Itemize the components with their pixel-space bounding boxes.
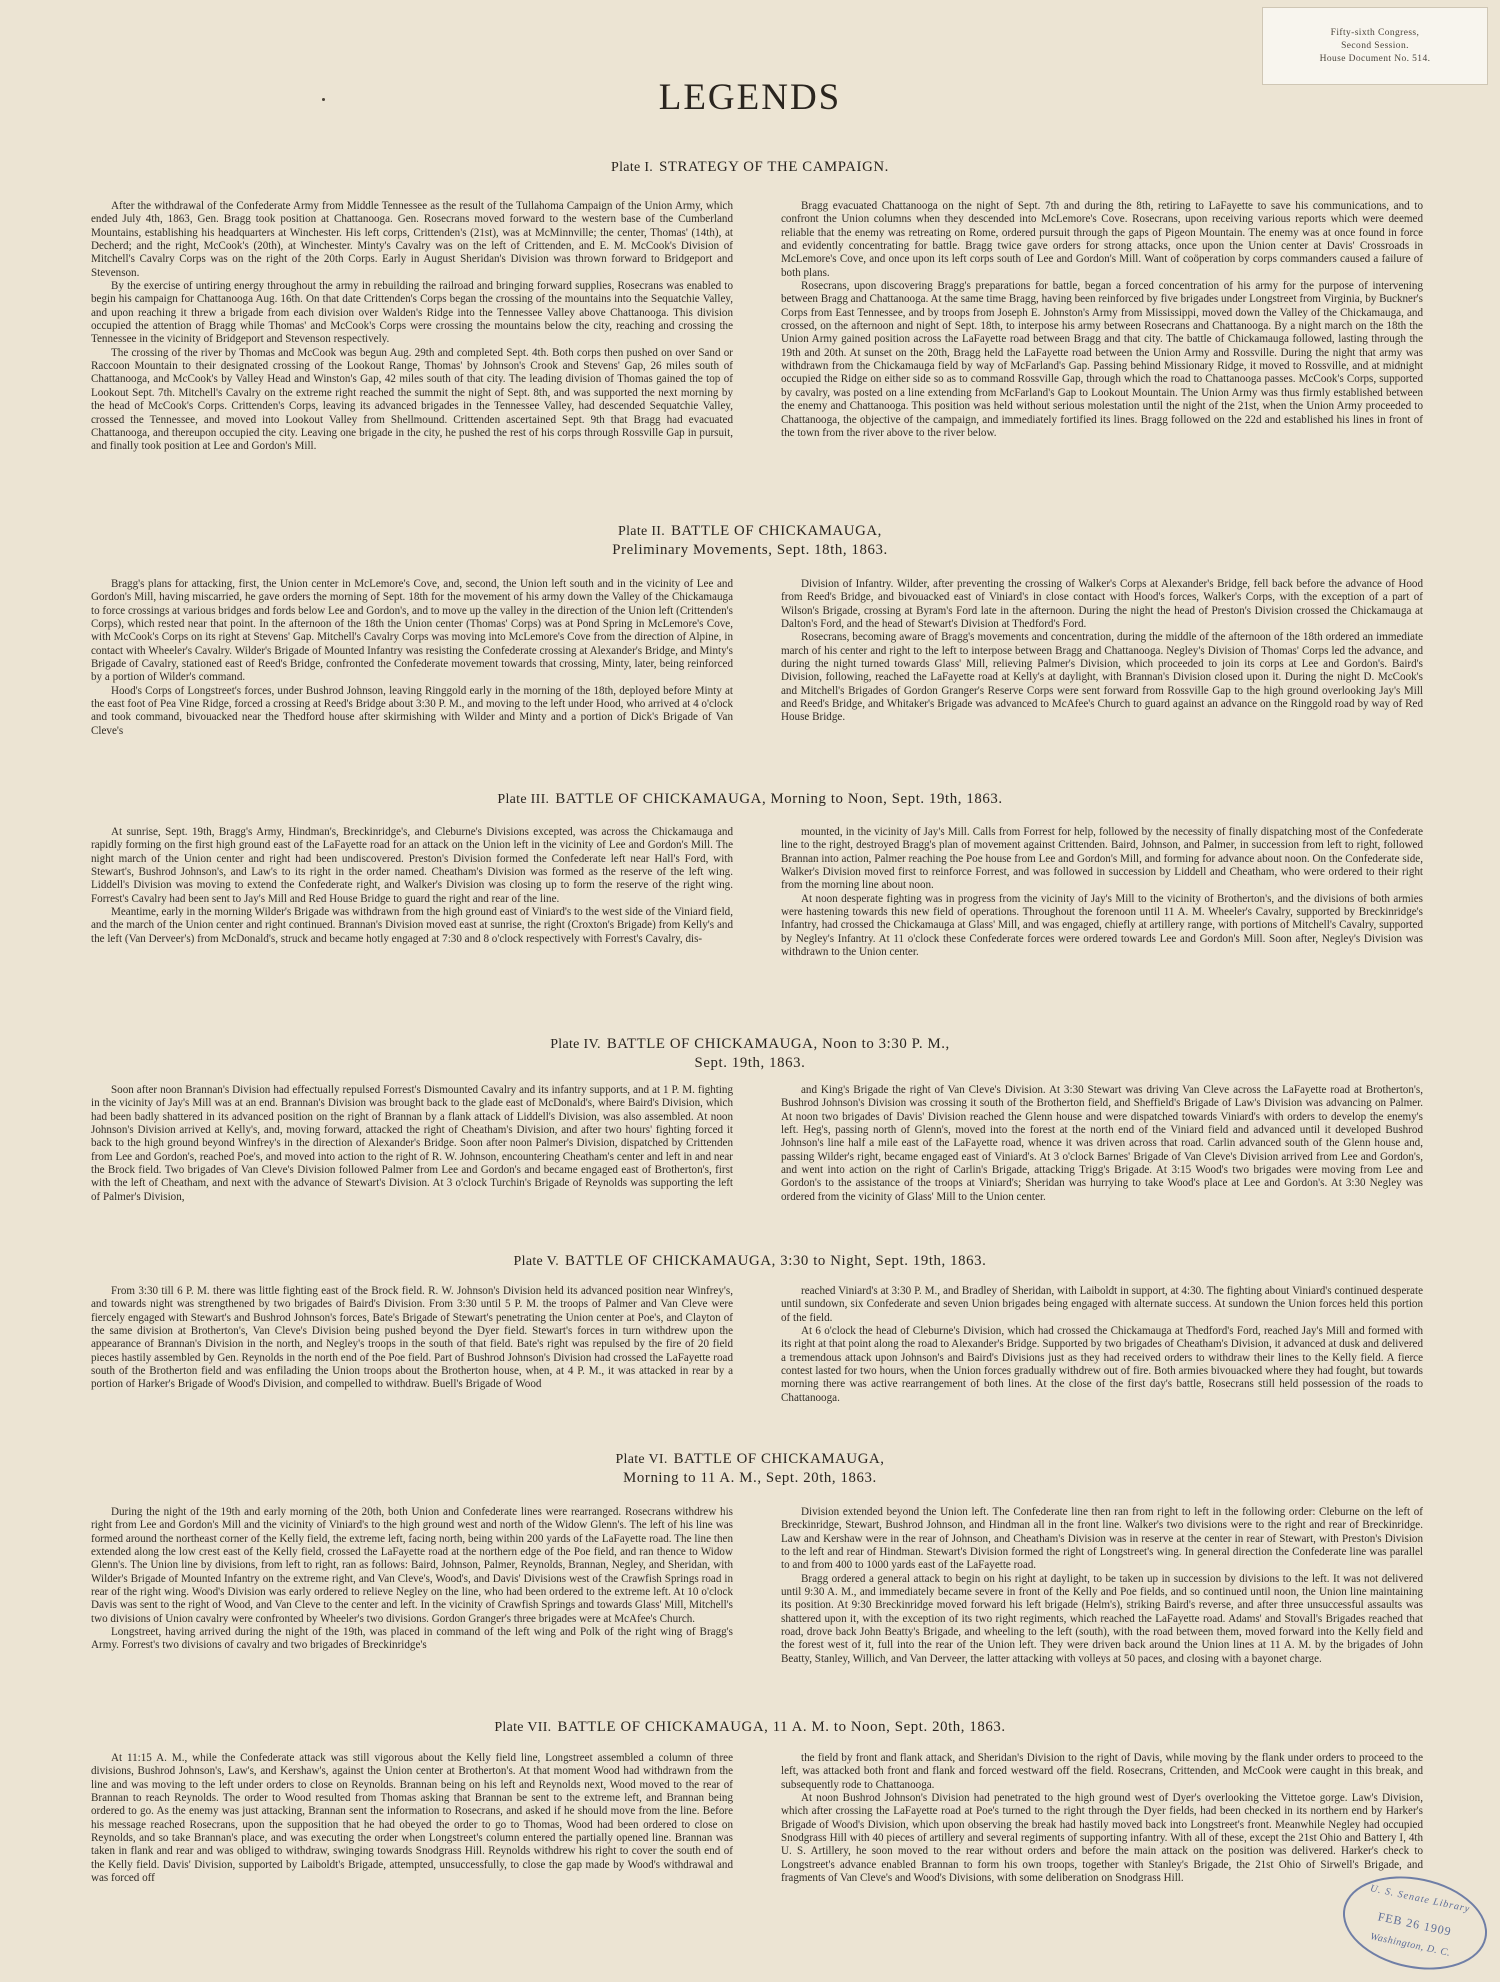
plate-subheading: Sept. 19th, 1863. bbox=[694, 1055, 806, 1071]
plate-title bbox=[0, 1035, 1500, 1054]
right-column bbox=[781, 826, 1423, 959]
paragraph: Bragg's plans for attacking, first, the Union center in McLemore's Cove, and, second, the Union left south and in the vicinity of Lee and Gordon's Mill, having miscarried, he gave orders the morning of Sept. 18th for the movement of his army down the Valley of the Chickamauga to force crossings at various bridges and fords below Lee and Gordon's, and to move up the valley in the direction of the Union left (Crittenden's Corps), which rested near that point. In the afternoon of the 18th the Union center (Thomas' Corps) was at Pond Spring in McLemore's Cove, with McCook's Corps on its right at Stevens' Gap. Mitchell's Cavalry Corps was moving into McLemore's Cove from the direction of Alpine, in contact with Wheeler's Cavalry. Wilder's Brigade of Mounted Infantry was resisting the Confederate crossing at Alexander's Bridge, and Minty's Brigade of Cavalry, stationed east of Reed's Bridge, confronted the Confederate movement towards that crossing, Minty, later, being reinforced by a portion of Wilder's command. bbox=[91, 578, 733, 684]
plate-label: Plate VII. bbox=[494, 1720, 552, 1735]
document-designation-label bbox=[1262, 7, 1488, 85]
plate-heading bbox=[0, 1450, 1500, 1488]
left-column bbox=[91, 200, 733, 454]
plate-heading bbox=[0, 1035, 1500, 1073]
right-column bbox=[781, 1285, 1423, 1405]
paragraph: Division extended beyond the Union left. The Confederate line then ran from right to left in the following order: Cleburne on the left of Breckinridge, Stewart, Bushrod Johnson, and Hindman all in the front line. Walker's two divisions were to the right and rear of Breckinridge. Law and Kershaw were in the rear of Johnson, and Cheatham's Division was in reserve at the center in rear of Stewart, with Preston's Division to the left and rear of Hindman. Stewart's Division formed the right of Longstreet's wing. In general direction the Confederate line was parallel to and from 400 to 1000 yards east of the LaFayette road. bbox=[781, 1506, 1423, 1572]
stamp-location: Washington, D. C. bbox=[1369, 1931, 1452, 1959]
paragraph: By the exercise of untiring energy throughout the army in rebuilding the railroad and bringing forward supplies, Rosecrans was enabled to begin his campaign for Chattanooga Aug. 16th. On that date Crittenden's Corps began the crossing of the mountains into the Sequatchie Valley, and upon reaching it threw a brigade from each division over Walden's Ridge into the Tennessee Valley above Chattanooga. This division occupied the attention of Bragg while Thomas' and McCook's Corps were crossing the mountains below the city, reaching and crossing the Tennessee in the vicinity of Bridgeport and Stevenson respectively. bbox=[91, 280, 733, 346]
plate-title bbox=[0, 1252, 1500, 1271]
paragraph: Hood's Corps of Longstreet's forces, under Bushrod Johnson, leaving Ringgold early in the morning of the 18th, deployed before Minty at the east foot of Pea Vine Ridge, forced a crossing at Reed's Bridge about 3:30 P. M., and moving to the left under Hood, who arrived at 4 o'clock and took command, bivouacked near the Thedford house after skirmishing with Wilder and Minty and a portion of Dick's Brigade of Van Cleve's bbox=[91, 684, 733, 737]
right-column bbox=[781, 1752, 1423, 1885]
stamp-date: FEB 26 1909 bbox=[1376, 1909, 1453, 1939]
paragraph: Bragg evacuated Chattanooga on the night of Sept. 7th and during the 8th, retiring to LaFayette to save his communications, and to confront the Union columns when they descended into McLemore's Cove. Rosecrans, upon receiving various reports which were deemed reliable that the enemy was retreating on Rome, ordered pursuit through the gaps of Pigeon Mountain. The enemy was at once found in force and evidently concentrating for battle. Bragg twice gave orders for strong attacks, once upon the Union center at Davis' Crossroads in McLemore's Cove, and once upon its left corps south of Lee and Gordon's Mill. Want of coöperation by corps commanders caused a failure of both plans. bbox=[781, 200, 1423, 279]
plate-label: Plate I. bbox=[611, 160, 654, 175]
left-column bbox=[91, 1752, 733, 1885]
right-column bbox=[781, 1506, 1423, 1666]
plate-title bbox=[0, 522, 1500, 541]
plate-heading-text: BATTLE OF CHICKAMAUGA, bbox=[671, 523, 882, 539]
right-column bbox=[781, 200, 1423, 440]
stamp-line: House Document No. 514. bbox=[1319, 53, 1431, 64]
plate-heading bbox=[0, 522, 1500, 560]
paragraph: After the withdrawal of the Confederate Army from Middle Tennessee as the result of the Tullahoma Campaign of the Union Army, which ended July 4th, 1863, Gen. Bragg took position at Chattanooga. Gen. Rosecrans moved forward to the western base of the Cumberland Mountains, establishing his headquarters at Winchester. His left corps, Crittenden's (21st), was at McMinnville; the center, Thomas' (14th), at Decherd; and the right, McCook's (20th), at Winchester. Minty's Cavalry was on the left of Crittenden, and E. M. McCook's Division of Mitchell's Cavalry Corps was on the right of the 20th Corps. Early in August Sheridan's Division was thrown forward to Bridgeport and Stevenson. bbox=[91, 200, 733, 279]
page-title: LEGENDS bbox=[658, 77, 842, 118]
plate-heading-text: STRATEGY OF THE CAMPAIGN. bbox=[659, 159, 889, 175]
plate-title bbox=[0, 790, 1500, 809]
paragraph: mounted, in the vicinity of Jay's Mill. Calls from Forrest for help, followed by the necessity of finally dispatching most of the Confederate line to the right, destroyed Bragg's plan of movement against Crittenden. Baird, Johnson, and Palmer, in succession from left to right, followed Brannan into action, Palmer reaching the Poe house from Lee and Gordon's Mill, and forming for advance about noon. On the Confederate side, Walker's Division moved first to reinforce Forrest, and was followed in succession by Liddell and Cheatham, who were ordered to their right from the morning line about noon. bbox=[781, 826, 1423, 892]
right-column bbox=[781, 578, 1423, 725]
left-column bbox=[91, 826, 733, 946]
left-column bbox=[91, 578, 733, 738]
plate-subheading: Morning to 11 A. M., Sept. 20th, 1863. bbox=[623, 1470, 877, 1486]
paragraph: Rosecrans, becoming aware of Bragg's movements and concentration, during the middle of the afternoon of the 18th ordered an immediate march of his center and right to the left to interpose between Bragg and Chattanooga. Negley's Division of Thomas' Corps led the advance, and during the night turned towards Glass' Mill, relieving Palmer's Division, which proceeded to join its corps at Lee and Gordon's. Baird's Division, following, reached the LaFayette road at Kelly's at daylight, with Brannan's Division closed upon it. During the night D. McCook's and Mitchell's Brigades of Gordon Granger's Reserve Corps were sent forward from Rossville Gap to the high ground overlooking Jay's Mill and Reed's Bridge, and Whitaker's Brigade was advanced to McAfee's Church to guard against an advance on the Ringgold road by way of Red House Bridge. bbox=[781, 631, 1423, 724]
paragraph: At sunrise, Sept. 19th, Bragg's Army, Hindman's, Breckinridge's, and Cleburne's Divisions excepted, was across the Chickamauga and rapidly forming on the first high ground east of the LaFayette road for an attack on the Union left in the vicinity of Lee and Gordon's Mill. The night march of the Union center and right had been undiscovered. Preston's Division formed the Confederate left near Hall's Ford, with Stewart's, Bushrod Johnson's, and Law's to its right in the order named. Cheatham's Division was formed as the reserve of the left wing. Liddell's Division was moving to extend the Confederate right, and Walker's Division was closing up to form the reserve of the right wing. Forrest's Cavalry had been sent to Jay's Mill and Red House Bridge to guard the right and rear of the line. bbox=[91, 826, 733, 905]
senate-library-stamp bbox=[1334, 1864, 1496, 1982]
plate-label: Plate VI. bbox=[615, 1452, 668, 1467]
stamp-line: Fifty-sixth Congress, bbox=[1330, 27, 1420, 38]
plate-title bbox=[0, 1450, 1500, 1469]
plate-heading-text: BATTLE OF CHICKAMAUGA, Morning to Noon, Sept. 19th, 1863. bbox=[555, 791, 1003, 807]
paragraph: During the night of the 19th and early morning of the 20th, both Union and Confederate lines were rearranged. Rosecrans withdrew his right from Lee and Gordon's Mill and the vicinity of Viniard's to the high ground west and north of the Widow Glenn's. The left of his line was formed around the northeast corner of the Kelly field, the extreme left, facing north, being within 200 yards of the LaFayette road. The line then extended along the low crest east of the Kelly field, crossed the LaFayette road at the northern edge of the Poe field, and ran thence to Widow Glenn's. The Union line by divisions, from left to right, ran as follows: Baird, Johnson, Palmer, Reynolds, Brannan, Negley, and Sheridan, with Wilder's Brigade of Mounted Infantry on the extreme right, and Van Cleve's, Wood's, and Davis' Divisions west of the Crawfish Springs road in rear of the right wing. Wood's Division was early ordered to relieve Negley on the line, who had been ordered to the extreme left. At 10 o'clock Davis was sent to the right of Wood, and Van Cleve to the center and left. In the vicinity of Crawfish Springs and towards Glass' Mill, Mitchell's two divisions of Union cavalry were confronted by Wheeler's two divisions. Gordon Granger's three brigades were at McAfee's Church. bbox=[91, 1506, 733, 1625]
plate-heading-text: BATTLE OF CHICKAMAUGA, Noon to 3:30 P. M., bbox=[606, 1036, 950, 1052]
plate-label: Plate II. bbox=[618, 524, 666, 539]
plate-heading bbox=[0, 1718, 1500, 1737]
paragraph: Longstreet, having arrived during the night of the 19th, was placed in command of the left wing and Polk of the right wing of Bragg's Army. Forrest's two divisions of cavalry and two brigades of Breckinridge's bbox=[91, 1626, 733, 1652]
left-column bbox=[91, 1285, 733, 1392]
stamp-line: Second Session. bbox=[1341, 40, 1409, 51]
plate-heading-text: BATTLE OF CHICKAMAUGA, 11 A. M. to Noon, Sept. 20th, 1863. bbox=[557, 1719, 1006, 1735]
plate-heading bbox=[0, 790, 1500, 809]
plate-title bbox=[0, 158, 1500, 177]
paragraph: reached Viniard's at 3:30 P. M., and Bradley of Sheridan, with Laiboldt in support, at 4:30. The fighting about Viniard's continued desperate until sundown, six Confederate and seven Union brigades being engaged with alternate success. At sundown the Union forces held this portion of the field. bbox=[781, 1285, 1423, 1324]
paragraph: At noon desperate fighting was in progress from the vicinity of Jay's Mill to the vicinity of Brotherton's, and the divisions of both armies were hastening towards this new field of operations. Throughout the forenoon until 11 A. M. Wheeler's Cavalry, supported by Breckinridge's Infantry, had crossed the Chickamauga at Glass' Mill, and was engaged, chiefly at artillery range, with portions of Mitchell's Cavalry, supported by Negley's Infantry. At 11 o'clock these Confederate forces were ordered towards Lee and Gordon's Mill. Soon after, Negley's Division was withdrawn to the Union center. bbox=[781, 892, 1423, 959]
paragraph: Meantime, early in the morning Wilder's Brigade was withdrawn from the high ground east of Viniard's to the west side of the Viniard field, and the march of the Union center and right continued. Brannan's Division moved east at sunrise, the right (Croxton's Brigade) from Kelly's and the left (Van Derveer's) from McDonald's, struck and became hotly engaged at 7:30 and 8 o'clock respectively with Forrest's Cavalry, dis- bbox=[91, 906, 733, 945]
plate-label: Plate IV. bbox=[550, 1037, 601, 1052]
paragraph: The crossing of the river by Thomas and McCook was begun Aug. 29th and completed Sept. 4th. Both corps then pushed on over Sand or Raccoon Mountain to their designated crossing of the Lookout Range, Thomas' by Johnson's Crook and Stevens' Gap, 26 miles south of Chattanooga, and McCook's by Valley Head and Winston's Gap, 42 miles south of that city. The leading division of Thomas gained the top of Lookout Sept. 7th. Mitchell's Cavalry on the extreme right reached the summit the night of Sept. 8th, and was supported the next morning by the head of McCook's Corps. Crittenden's Corps, leaving its advanced brigades in the Tennessee Valley, had descended Sequatchie Valley, crossed the Tennessee, and moved into Lookout Valley from Shellmound. Crittenden ascertained Sept. 9th that Bragg had evacuated Chattanooga, and thereupon occupied the city. Leaving one brigade in the city, he pushed the rest of his corps through Rossville Gap in pursuit, and finally took position at Lee and Gordon's Mill. bbox=[91, 346, 733, 453]
paragraph: the field by front and flank attack, and Sheridan's Division to the right of Davis, while moving by the flank under orders to proceed to the left, was attacked both front and flank and forced westward off the field. Rosecrans, Crittenden, and McCook were caught in this break, and subsequently rode to Chattanooga. bbox=[781, 1752, 1423, 1791]
paragraph: Soon after noon Brannan's Division had effectually repulsed Forrest's Dismounted Cavalry and its infantry supports, and at 1 P. M. fighting in the vicinity of Jay's Mill was at an end. Brannan's Division was brought back to the glade east of McDonald's, where Baird's Division, which had been badly shattered in its advanced position on the right of Brannan by a flank attack of Liddell's Division, was also assembled. At noon Johnson's Division arrived at Kelly's, and, moving forward, attacked the right of Cheatham's Division, and after two hours' fighting forced it back to the high ground beyond Winfrey's in the direction of Alexander's Bridge. Soon after noon Palmer's Division, dispatched by Crittenden from Lee and Gordon's, reached Poe's, and moved into action to the right of R. W. Johnson, encountering Cheatham's center and left in and near the Brock field. Two brigades of Van Cleve's Division followed Palmer from Lee and Gordon's and became engaged east of Brotherton's, first with the left of Cheatham, and next with the advance of Stewart's Division. At 3 o'clock Turchin's Brigade of Reynolds was supporting the left of Palmer's Division, bbox=[91, 1084, 733, 1203]
left-column bbox=[91, 1506, 733, 1653]
paragraph: and King's Brigade the right of Van Cleve's Division. At 3:30 Stewart was driving Van Cleve across the LaFayette road at Brotherton's, Bushrod Johnson's Division was crossing it south of the Brotherton field, and Sheffield's Brigade of Law's Division was advancing on Palmer. At noon two brigades of Davis' Division reached the Glenn house and were dispatched towards Viniard's with orders to develop the enemy's left. Heg's, passing north of Glenn's, moved into the forest at the north end of the Viniard field and advanced until it developed Bushrod Johnson's line half a mile east of the LaFayette road, whence it was driven across that road. Carlin advanced south of the Glenn house and, passing Wilder's right, became engaged east of Viniard's. At 3 o'clock Barnes' Brigade of Van Cleve's Division arrived from Lee and Gordon's, and went into action on the right of Carlin's Brigade, attacking Trigg's Brigade. At 3:15 Wood's two brigades were moving from Lee and Gordon's to the assistance of the troops at Viniard's; Sheridan was hurrying to take Wood's place at Lee and Gordon's. At 3:30 Negley was ordered from the vicinity of Glass' Mill to the Union center. bbox=[781, 1084, 1423, 1203]
stamp-library-name: U. S. Senate Library bbox=[1369, 1883, 1472, 1916]
plate-title bbox=[0, 1718, 1500, 1737]
paragraph: Bragg ordered a general attack to begin on his right at daylight, to be taken up in succession by divisions to the left. It was not delivered until 9:30 A. M., and immediately became severe in front of the Kelly and Poe fields, and so continued until noon, the Union line maintaining its position. At 9:30 Breckinridge moved forward his left brigade (Helm's), striking Baird's reverse, and after three unsuccessful assaults was shattered upon it, with the exception of its two right regiments, which reached the LaFayette road. Adams' and Stovall's Brigades reached that road, drove back John Beatty's Brigade, and wheeling to the left (south), with the road between them, moved forward into the Kelly field and the forest west of it, full into the rear of the Union left. They were driven back around the Union lines at 11 A. M. by the brigades of John Beatty, Stanley, Willich, and Van Derveer, the latter attacking with volleys at 50 paces, and closing with a bayonet charge. bbox=[781, 1572, 1423, 1665]
paragraph: Rosecrans, upon discovering Bragg's preparations for battle, began a forced concentration of his army for the purpose of intervening between Bragg and Chattanooga. At the same time Bragg, having been reinforced by five brigades under Longstreet from Virginia, by Buckner's Corps from East Tennessee, and by troops from Joseph E. Johnston's Army from Mississippi, moved down the Valley of the Chickamauga, and crossed, on the afternoon and night of Sept. 18th, to interpose his army between Rosecrans and Chattanooga. By a night march on the 18th the Union Army gained position across the LaFayette road between Bragg and that city. The battle of Chickamauga followed, lasting through the 19th and 20th. At sunset on the 20th, Bragg held the LaFayette road between the Union Army and Rossville. During the night that army was withdrawn from the Chickamauga field by way of McFarland's Gap. Passing behind Missionary Ridge, it moved to Rossville, and at midnight occupied the Ridge on either side so as to command Rossville Gap, through which the road to Chattanooga passes. McCook's Corps, supported by cavalry, was posted on a line extending from McFarland's Gap to Lookout Mountain. The Union Army was thus firmly established between the enemy and Chattanooga. This position was held without serious molestation until the night of the 21st, when the Union Army proceeded to Chattanooga, the objective of the campaign, and immediately fortified its lines. Bragg followed on the 22d and established his lines in front of the town from the river above to the river below. bbox=[781, 280, 1423, 439]
paragraph: From 3:30 till 6 P. M. there was little fighting east of the Brock field. R. W. Johnson's Division held its advanced position near Winfrey's, and towards night was strengthened by two brigades of Baird's Division. From 3:30 until 5 P. M. the troops of Palmer and Van Cleve were fiercely engaged with Stewart's and Bushrod Johnson's forces, Bate's Brigade of Stewart's penetrating the Union center at Poe's, and Clayton of the same division at Brotherton's, Van Cleve's Division being pushed beyond the Dyer field. Stewart's forces in turn withdrew upon the appearance of Brannan's Division in the north, and Negley's troops in the south of that field. Bate's right was repulsed by the fire of 20 field pieces hastily assembled by Gen. Reynolds in the north end of the Poe field. Part of Bushrod Johnson's Division had crossed the LaFayette road south of the Brotherton field and was enfilading the Union troops about the Brotherton house, when, at 4 P. M., it was attacked in rear by a portion of Harker's Brigade of Wood's Division, and compelled to withdraw. Buell's Brigade of Wood bbox=[91, 1285, 733, 1391]
plate-heading bbox=[0, 1252, 1500, 1271]
right-column bbox=[781, 1084, 1423, 1204]
plate-heading-text: BATTLE OF CHICKAMAUGA, bbox=[673, 1451, 885, 1467]
paragraph: At 6 o'clock the head of Cleburne's Division, which had crossed the Chickamauga at Thedford's Ford, reached Jay's Mill and formed with its right at that point along the road to Alexander's Bridge. Supported by two brigades of Cheatham's Division, it advanced at dusk and delivered a tremendous attack upon Johnson's and Baird's Divisions just as they had received orders to withdraw their lines to the Kelly field. A fierce contest lasted for two hours, when the Union forces gradually withdrew out of fire. Both armies bivouacked where they had fought, but towards morning there was active rearrangement of both lines. At the close of the first day's battle, Rosecrans still held possession of the roads to Chattanooga. bbox=[781, 1325, 1423, 1404]
left-column bbox=[91, 1084, 733, 1204]
plate-heading-text: BATTLE OF CHICKAMAUGA, 3:30 to Night, Sept. 19th, 1863. bbox=[565, 1253, 987, 1269]
paragraph: Division of Infantry. Wilder, after preventing the crossing of Walker's Corps at Alexander's Bridge, fell back before the advance of Hood from Reed's Bridge, and bivouacked east of Viniard's in close contact with Hood's forces, Walker's Corps, with the exception of a part of Wilson's Brigade, crossing at Byram's Ford late in the afternoon. During the night the head of Preston's Division crossed the Chickamauga at Dalton's Ford, and the head of Stewart's Division at Thedford's Ford. bbox=[781, 578, 1423, 631]
plate-subheading: Preliminary Movements, Sept. 18th, 1863. bbox=[612, 542, 888, 558]
plate-label: Plate V. bbox=[513, 1254, 559, 1269]
plate-label: Plate III. bbox=[497, 792, 550, 807]
paragraph: At noon Bushrod Johnson's Division had penetrated to the high ground west of Dyer's overlooking the Vittetoe gorge. Law's Division, which after crossing the LaFayette road at Poe's turned to the right through the Dyer fields, had been checked in its northern end by Harker's Brigade of Wood's Division, which upon observing the break had hastily moved back into Longstreet's front. Meanwhile Negley had occupied Snodgrass Hill with 40 pieces of artillery and several regiments of supporting infantry. With all of these, except the 21st Ohio and Battery I, 4th U. S. Artillery, he soon moved to the rear without orders and before the main attack on the position was delivered. Harker's check to Longstreet's advance enabled Brannan to form his own troops, together with Stanley's Brigade, the 21st Ohio of Sirwell's Brigade, and fragments of Van Cleve's and Wood's Divisions, with some deliberation on Snodgrass Hill. bbox=[781, 1792, 1423, 1885]
plate-heading bbox=[0, 158, 1500, 177]
paragraph: At 11:15 A. M., while the Confederate attack was still vigorous about the Kelly field line, Longstreet assembled a column of three divisions, Bushrod Johnson's, Law's, and Kershaw's, against the Union center at Brotherton's. At that moment Wood had withdrawn from the line and was moving to the left under orders to close on Reynolds. Brannan being on his left and Reynolds next, Wood moved to the rear of Brannan to reach Reynolds. The order to Wood resulted from Thomas asking that Brannan be sent to the extreme left, and Brannan being ordered to go. As the enemy was just attacking, Brannan sent the information to Rosecrans, and asked if he should move from the line. Before his message reached Rosecrans, upon the supposition that he had obeyed the order to go to Thomas, Wood had been ordered to close on Reynolds, and so take Brannan's place, and was executing the order when Longstreet's column entered the partially opened line. Brannan was taken in flank and rear and was obliged to withdraw, swinging towards Snodgrass Hill. Reynolds withdrew his right to cover the south end of the Kelly field. Davis' Division, supported by Laiboldt's Brigade, attempted, unsuccessfully, to close the gap made by Wood's withdrawal and was forced off bbox=[91, 1752, 733, 1885]
